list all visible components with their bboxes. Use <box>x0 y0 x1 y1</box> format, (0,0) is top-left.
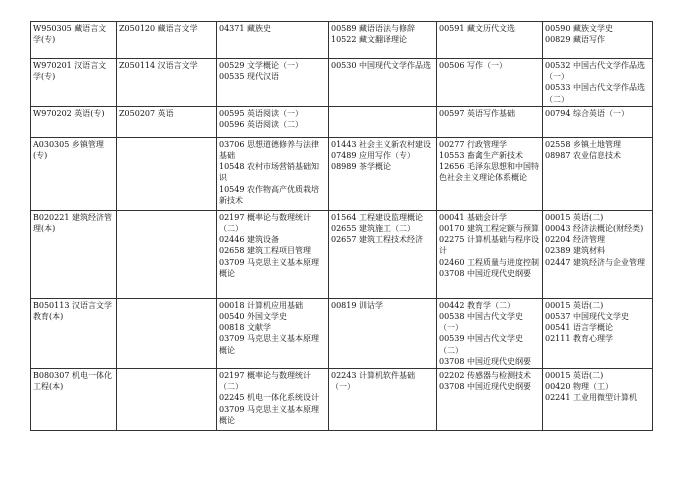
course-entry: 01443 社会主义新农村建设 <box>331 139 431 149</box>
course-entry: 02111 教育心理学 <box>545 334 613 344</box>
course-cell <box>437 22 543 59</box>
course-cell <box>217 298 329 368</box>
course-entry: 03708 中国近现代史纲要 <box>439 356 531 366</box>
course-entry: 08989 茶学概论 <box>331 162 391 172</box>
course-entry: 02657 建筑工程技术经济 <box>331 235 423 245</box>
code-name: Z050120 藏语言文学 <box>119 24 198 33</box>
course-entry: 00043 经济法概论(财经类) <box>545 224 644 234</box>
course-entry: 00591 藏文历代文选 <box>439 24 515 33</box>
course-entry: 00535 现代汉语 <box>219 72 279 82</box>
course-cell <box>437 106 543 137</box>
course-entry: 03708 中国近现代史纲要 <box>439 382 531 392</box>
course-cell <box>437 137 543 210</box>
course-entry: 10548 农村市场营销基础知识 <box>219 162 319 183</box>
course-cell <box>329 369 437 431</box>
course-entry: 02204 经济管理 <box>545 235 605 245</box>
major-name: W970202 英语(专) <box>33 108 105 118</box>
course-cell <box>217 106 329 137</box>
course-entry: 00530 中国现代文学作品选 <box>331 61 431 70</box>
course-entry: 03709 马克思主义基本原理概论 <box>219 334 319 355</box>
course-entry: 00537 中国现代文学史 <box>545 312 629 322</box>
course-entry: 02447 建筑经济与企业管理 <box>545 257 645 267</box>
course-cell <box>543 210 653 298</box>
course-table <box>30 21 653 431</box>
course-entry: 00597 英语写作基础 <box>439 108 515 118</box>
course-cell <box>437 210 543 298</box>
course-cell <box>329 210 437 298</box>
course-entry: 08987 农业信息技术 <box>545 151 621 161</box>
major-name: B020221 建筑经济管理(本) <box>33 212 112 234</box>
course-entry: 00819 训诂学 <box>331 300 383 310</box>
course-entry: 00420 物理（工） <box>545 382 613 392</box>
code-cell <box>117 210 217 298</box>
course-cell <box>329 22 437 59</box>
table-row <box>31 106 653 137</box>
course-entry: 02275 计算机基础与程序设计 <box>439 235 539 256</box>
course-cell <box>217 369 329 431</box>
course-entry: 00538 中国古代文学史（一） <box>439 312 523 333</box>
code-name: Z050207 英语 <box>119 108 174 118</box>
table-row <box>31 22 653 59</box>
course-cell <box>217 210 329 298</box>
code-cell <box>117 106 217 137</box>
major-name: W950305 藏语言文学(专) <box>33 24 107 45</box>
table-row <box>31 137 653 210</box>
course-entry: 00506 写作（一） <box>439 61 507 70</box>
course-entry: 00015 英语(二) <box>545 371 604 381</box>
course-entry: 00590 藏族文学史 <box>545 24 613 33</box>
course-cell <box>329 59 437 107</box>
course-cell <box>543 137 653 210</box>
course-entry: 03709 马克思主义基本原理概论 <box>219 257 319 278</box>
course-entry: 00018 计算机应用基础 <box>219 300 303 310</box>
course-cell <box>437 369 543 431</box>
course-entry: 10549 农作物高产优质栽培新技术 <box>219 184 319 205</box>
course-entry: 02245 机电一体化系统设计 <box>219 393 319 403</box>
code-cell <box>117 369 217 431</box>
course-entry: 02241 工业用微型计算机 <box>545 393 637 403</box>
course-entry: 00595 英语阅读（一） <box>219 108 303 118</box>
course-entry: 02197 概率论与数理统计（二） <box>219 212 311 234</box>
course-entry: 02389 建筑材料 <box>545 246 605 256</box>
major-cell <box>31 59 117 107</box>
course-entry: 00015 英语(二) <box>545 300 604 310</box>
course-entry: 03708 中国近现代史纲要 <box>439 268 531 278</box>
course-entry: 07489 应用写作（专） <box>331 151 415 161</box>
course-entry: 00442 教育学（二） <box>439 300 515 310</box>
course-entry: 12656 毛泽东思想和中国特色社会主义理论体系概论 <box>439 162 539 183</box>
course-cell <box>329 137 437 210</box>
course-entry: 02558 乡镇土地管理 <box>545 139 621 149</box>
major-name: A030305 乡镇管理(专) <box>33 139 104 161</box>
course-entry: 02243 计算机软件基础（一） <box>331 371 415 392</box>
course-entry: 10522 藏文翻译理论 <box>331 35 407 45</box>
code-cell <box>117 22 217 59</box>
course-entry: 00589 藏语语法与修辞 <box>331 24 415 33</box>
major-name: W970201 汉语言文学(专) <box>33 61 107 82</box>
course-entry: 00794 综合英语（一） <box>545 108 629 118</box>
course-entry: 02446 建筑设备 <box>219 235 279 245</box>
course-entry: 02658 建筑工程项目管理 <box>219 246 311 256</box>
course-entry: 00170 建筑工程定额与预算 <box>439 224 539 234</box>
course-cell <box>543 298 653 368</box>
course-cell <box>217 137 329 210</box>
course-cell <box>217 22 329 59</box>
major-cell <box>31 369 117 431</box>
course-entry: 00829 藏语写作 <box>545 35 605 45</box>
major-name: B050113 汉语言文学教育(本) <box>33 300 112 322</box>
table-row <box>31 298 653 368</box>
course-entry: 10553 畜禽生产新技术 <box>439 151 523 161</box>
course-entry: 00529 文学概论（一） <box>219 61 303 70</box>
major-cell <box>31 106 117 137</box>
course-entry: 02197 概率论与数理统计（二） <box>219 371 311 392</box>
course-table-body <box>31 22 653 431</box>
course-entry: 00818 文献学 <box>219 323 271 333</box>
course-entry: 02655 建筑施工（二） <box>331 224 415 234</box>
course-entry: 02202 传感器与检测技术 <box>439 371 531 381</box>
code-cell <box>117 137 217 210</box>
course-cell <box>543 369 653 431</box>
major-cell <box>31 210 117 298</box>
course-entry: 00277 行政管理学 <box>439 139 507 149</box>
course-entry: 00532 中国古代文学作品选（一） <box>545 61 645 82</box>
code-cell <box>117 298 217 368</box>
course-entry: 00539 中国古代文学史（二） <box>439 334 523 355</box>
course-entry: 00041 基础会计学 <box>439 212 507 222</box>
course-entry: 00015 英语(二) <box>545 212 604 222</box>
course-entry: 03709 马克思主义基本原理概论 <box>219 404 319 425</box>
course-cell <box>329 106 437 137</box>
course-entry: 01564 工程建设监理概论 <box>331 212 423 222</box>
course-entry: 00596 英语阅读（二） <box>219 120 303 130</box>
course-cell <box>329 298 437 368</box>
major-cell <box>31 22 117 59</box>
course-cell <box>543 22 653 59</box>
table-row <box>31 59 653 107</box>
major-name: B080307 机电一体化工程(本) <box>33 371 112 392</box>
course-cell <box>217 59 329 107</box>
course-entry: 03706 思想道德修养与法律基础 <box>219 139 319 161</box>
course-cell <box>437 298 543 368</box>
course-entry: 04371 藏族史 <box>219 24 271 33</box>
code-name: Z050114 汉语言文学 <box>119 61 198 70</box>
course-entry: 00540 外国文学史 <box>219 312 287 322</box>
table-row <box>31 210 653 298</box>
major-cell <box>31 137 117 210</box>
course-entry: 02460 工程质量与进度控制 <box>439 257 539 267</box>
course-cell <box>437 59 543 107</box>
code-cell <box>117 59 217 107</box>
course-entry: 00533 中国古代文学作品选（二） <box>545 83 645 104</box>
major-cell <box>31 298 117 368</box>
table-row <box>31 369 653 431</box>
course-cell <box>543 106 653 137</box>
course-entry: 00541 语言学概论 <box>545 323 613 333</box>
course-cell <box>543 59 653 107</box>
